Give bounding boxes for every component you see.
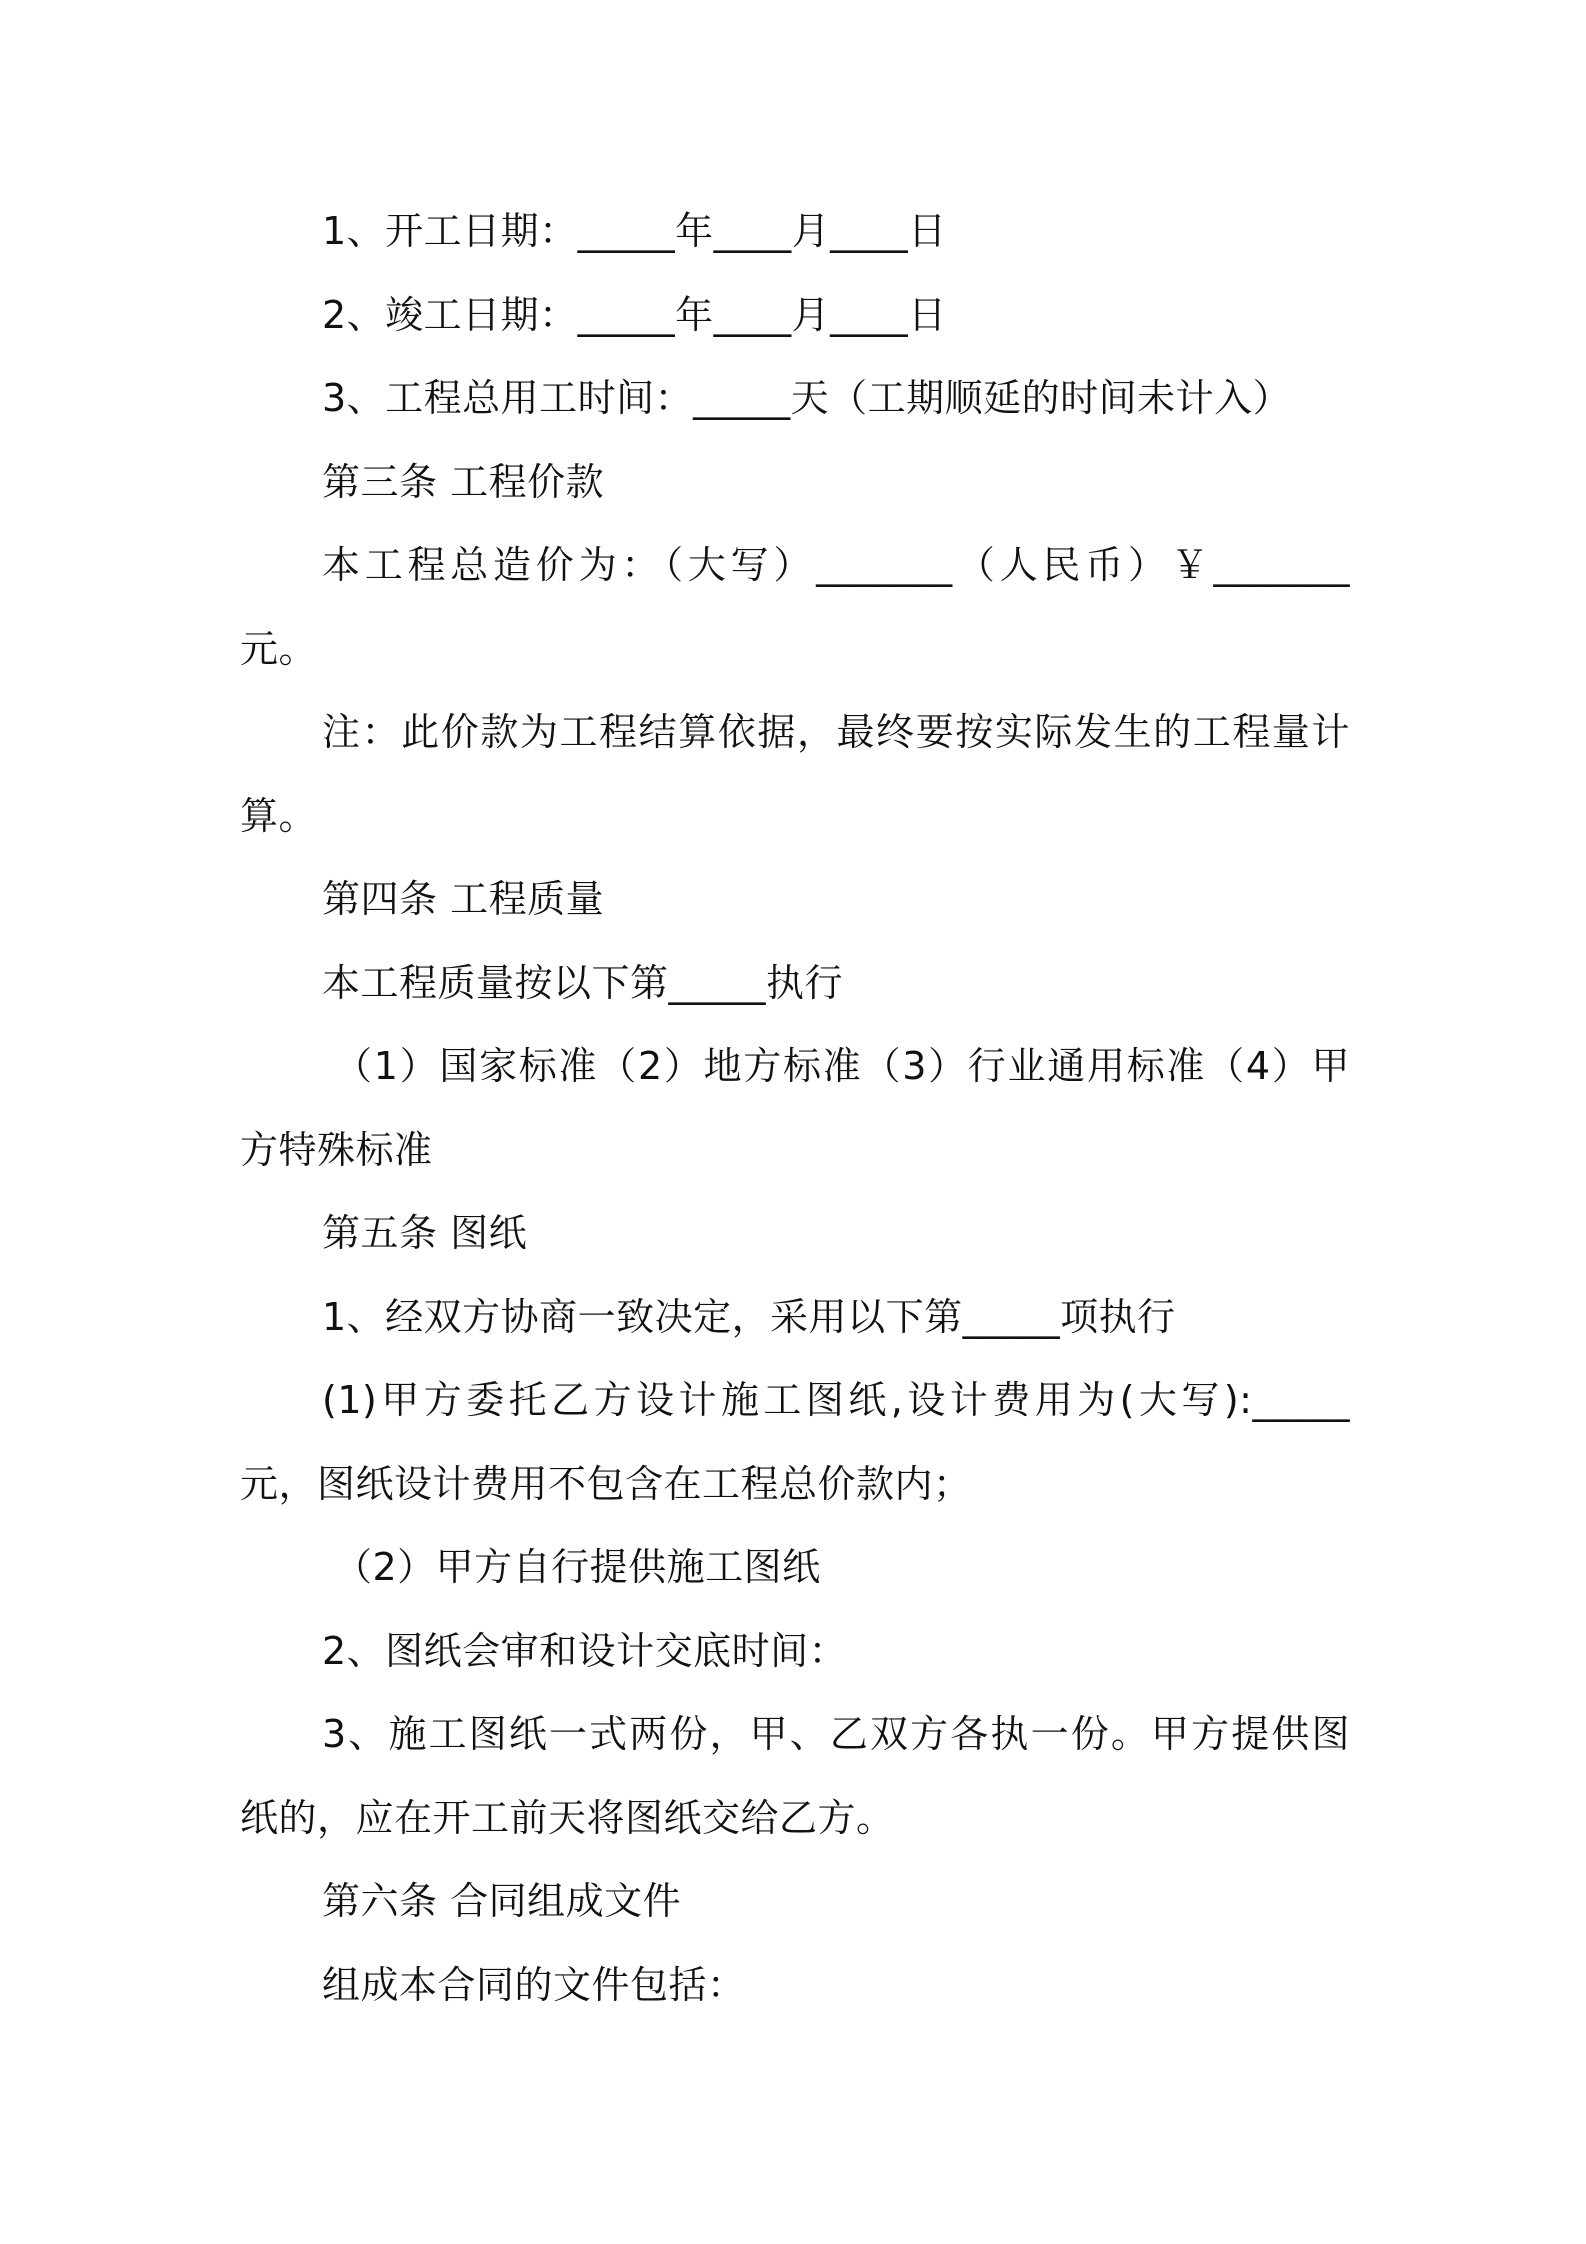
quality-options-cont-line: 方特殊标准 [240, 1127, 433, 1172]
quality-standard-line: 本工程质量按以下第_____执行 [322, 960, 844, 1005]
quality-options-line: （1）国家标准（2）地方标准（3）行业通用标准（4）甲 [334, 1044, 1350, 1088]
total-price-line: 本工程总造价为：（大写）_______（人民币）￥_______ [322, 543, 1350, 587]
start-date-line: 1、开工日期：_____年____月____日 [322, 209, 947, 253]
drawings-option-1-line: (1)甲方委托乙方设计施工图纸,设计费用为(大写):_____ [322, 1378, 1350, 1422]
document-body [240, 190, 1350, 2027]
total-price-cont-line: 元。 [240, 626, 318, 671]
article-4-heading: 第四条 工程质量 [322, 877, 605, 921]
total-work-time-line: 3、工程总用工时间：_____天（工期顺延的时间未计入） [322, 376, 1292, 420]
article-5-heading: 第五条 图纸 [322, 1211, 528, 1255]
contract-docs-line: 组成本合同的文件包括： [322, 1962, 746, 2007]
article-3-heading: 第三条 工程价款 [322, 459, 605, 504]
drawings-option-2-line: （2）甲方自行提供施工图纸 [334, 1545, 821, 1589]
drawings-copies-line: 3、施工图纸一式两份，甲、乙双方各执一份。甲方提供图 [322, 1712, 1350, 1756]
completion-date-line: 2、竣工日期：_____年____月____日 [322, 292, 947, 337]
drawings-decision-line: 1、经双方协商一致决定，采用以下第_____项执行 [322, 1294, 1176, 1339]
drawings-review-line: 2、图纸会审和设计交底时间： [322, 1628, 848, 1673]
price-note-cont-line: 算。 [240, 793, 318, 838]
price-note-line: 注：此价款为工程结算依据，最终要按实际发生的工程量计 [322, 710, 1350, 754]
drawings-option-1-cont-line: 元，图纸设计费用不包含在工程总价款内； [240, 1461, 972, 1506]
article-6-heading: 第六条 合同组成文件 [322, 1879, 682, 1923]
drawings-copies-cont-line: 纸的，应在开工前天将图纸交给乙方。 [240, 1795, 895, 1840]
